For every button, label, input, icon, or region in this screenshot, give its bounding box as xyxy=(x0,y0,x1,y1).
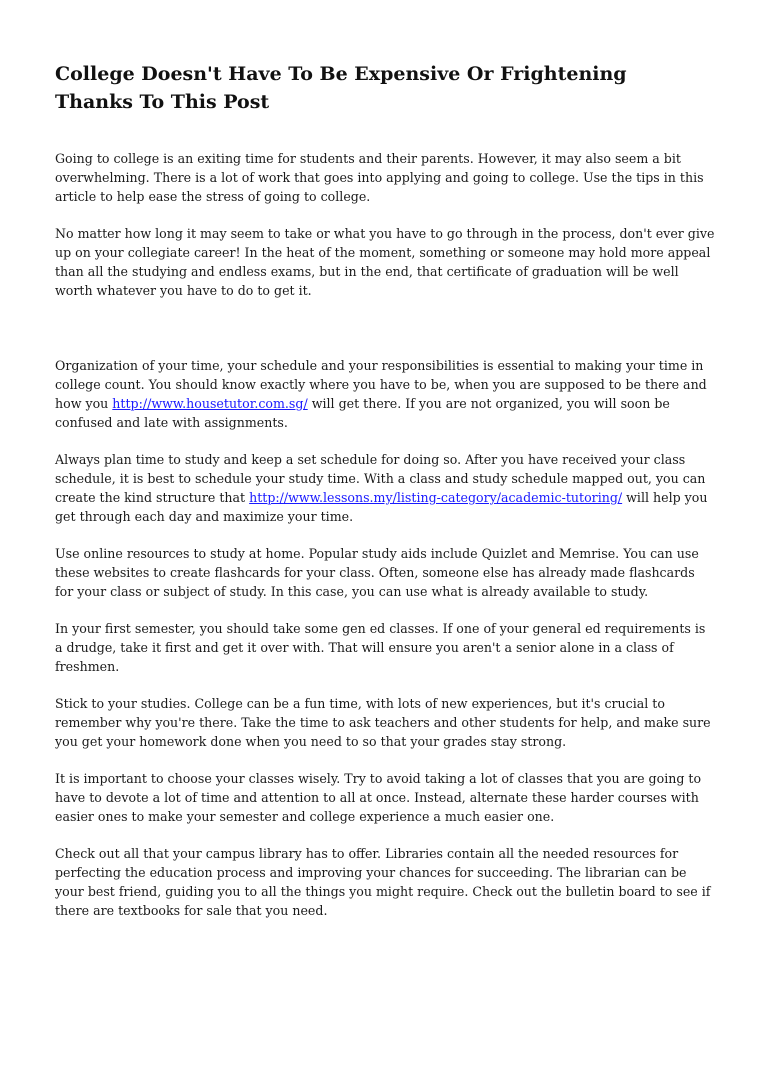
paragraph-online-resources: Use online resources to study at home. Popular study aids include Quizlet and Memrise. You can use these websites to create flashcards for your class. Often, someone else has already made flashcards for your class or subject of study. In this case, you can use what is already available to study. xyxy=(55,546,699,599)
document-title xyxy=(55,60,715,116)
paragraph-classes: It is important to choose your classes wisely. Try to avoid taking a lot of classes that you are going to have to devote a lot of time and attention to all at once. Instead, alternate these harder courses with easier ones to make your semester and college experience a much easier one. xyxy=(55,771,702,824)
lessons-link[interactable]: http://www.lessons.my/listing-category/academic-tutoring/ xyxy=(249,490,623,505)
paragraph-library: Check out all that your campus library has to offer. Libraries contain all the needed resources for perfecting the education process and improving your chances for succeeding. The librarian can be your best friend, guiding you to all the things you might require. Check out the bulletin board to see if there are textbooks for sale that you need. xyxy=(55,846,711,918)
paragraph-text: will help you get through each day and maximize your time. xyxy=(55,490,708,524)
paragraph-text: will get there. If you are not organized, you will soon be confused and late with assignments. xyxy=(55,396,670,430)
title-line-1: College Doesn't Have To Be Expensive Or Frightening xyxy=(55,63,627,85)
paragraph-persistence: No matter how long it may seem to take or what you have to go through in the process, don't ever give up on your collegiate career! In the heat of the moment, something or someone may hold more appeal than all the studying and endless exams, but in the end, that certificate of graduation will be well worth whatever you have to do to get it. xyxy=(55,226,715,298)
paragraph-text: Always plan time to study and keep a set schedule for doing so. After you have received your class schedule, it is best to schedule your study time. With a class and study schedule mapped out, you can create the kind structure that xyxy=(55,452,706,505)
title-line-2: Thanks To This Post xyxy=(55,91,270,113)
paragraph-intro: Going to college is an exiting time for students and their parents. However, it may also seem a bit overwhelming. There is a lot of work that goes into applying and going to college. Use the tips in this article to help ease the stress of going to college. xyxy=(55,151,704,204)
document-page xyxy=(55,60,715,920)
paragraph-study-schedule xyxy=(55,450,715,526)
paragraph-text: Organization of your time, your schedule and your responsibilities is essential to making your time in college count. You should know exactly where you have to be, when you are supposed to be there and how you xyxy=(55,358,707,411)
paragraph-gen-ed: In your first semester, you should take some gen ed classes. If one of your general ed requirements is a drudge, take it first and get it over with. That will ensure you aren't a senior alone in a class of freshmen. xyxy=(55,621,706,674)
paragraph-studies: Stick to your studies. College can be a fun time, with lots of new experiences, but it's crucial to remember why you're there. Take the time to ask teachers and other students for help, and make sure you get your homework done when you need to so that your grades stay strong. xyxy=(55,696,711,749)
housetutor-link[interactable]: http://www.housetutor.com.sg/ xyxy=(112,396,308,411)
paragraph-organization xyxy=(55,356,715,432)
